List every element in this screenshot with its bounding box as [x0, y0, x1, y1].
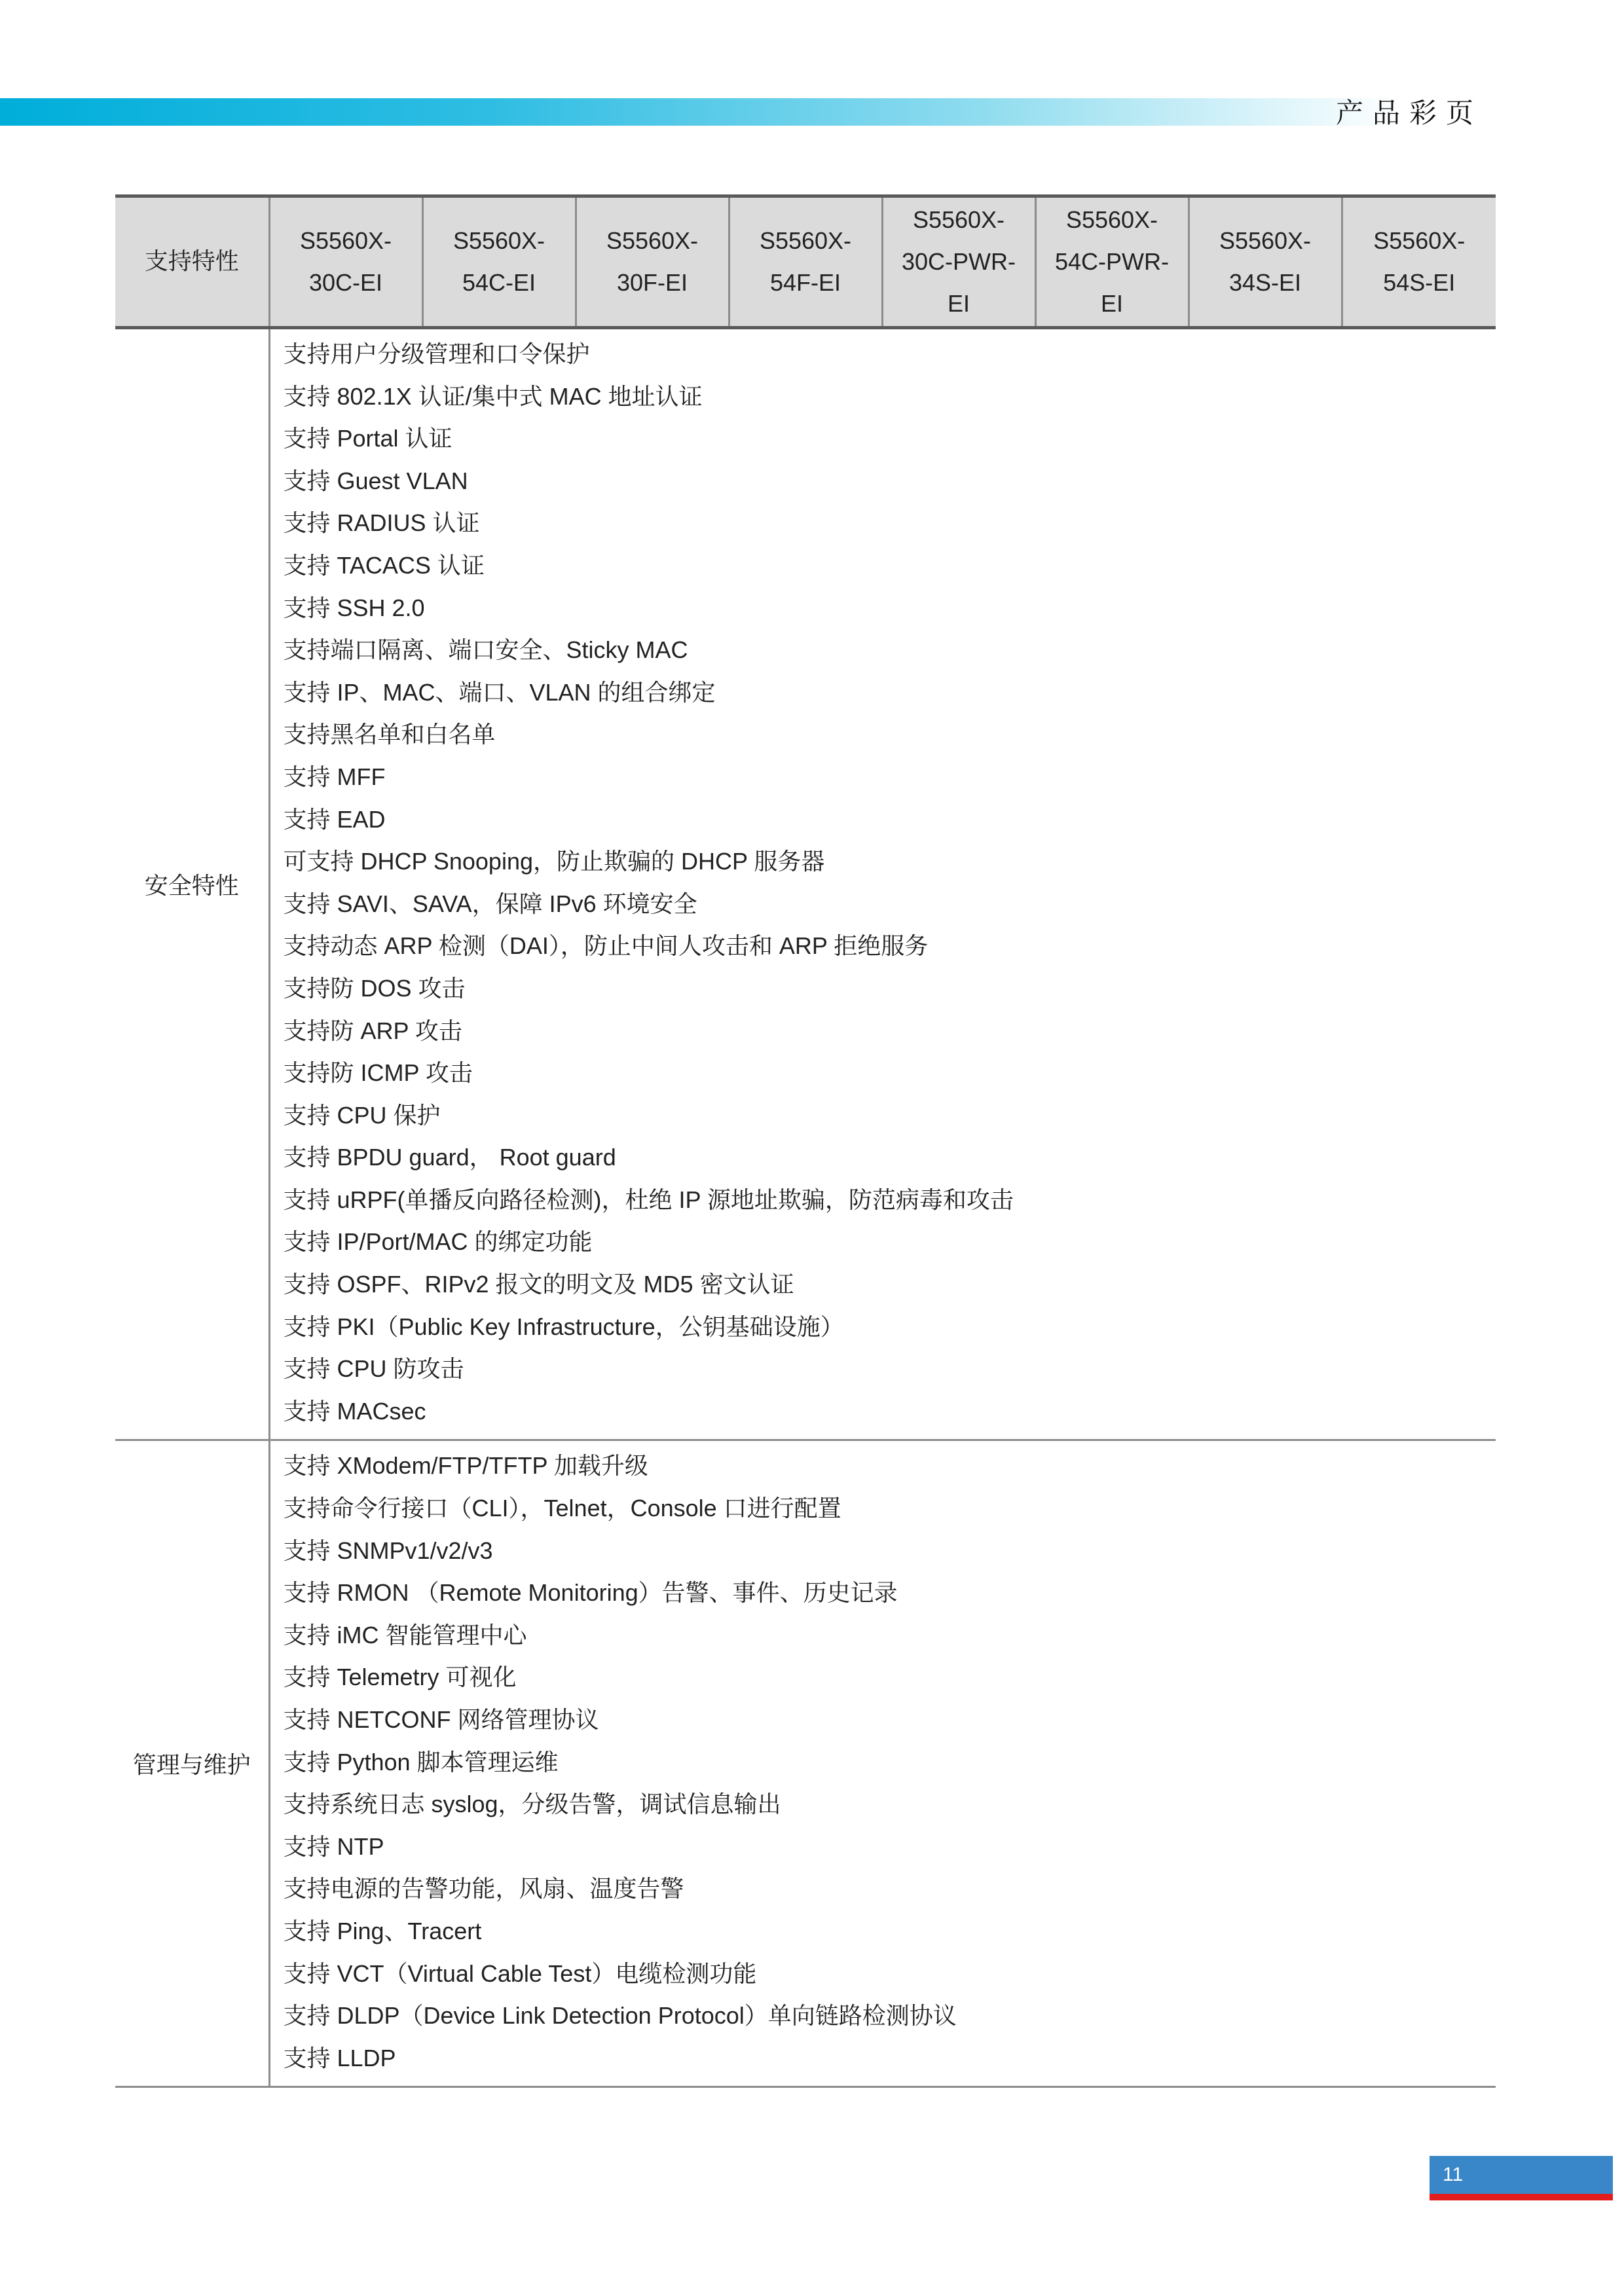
group-label-management: 管理与维护	[115, 1440, 269, 2087]
feature-item: 支持 DLDP（Device Link Detection Protocol）单向链路检测协议	[283, 2002, 957, 2030]
feature-item: 支持 Python 脚本管理运维	[283, 1748, 559, 1776]
feature-item: 可支持 DHCP Snooping，防止欺骗的 DHCP 服务器	[283, 848, 825, 875]
group-label-security: 安全特性	[115, 328, 269, 1440]
feature-item: 支持防 ICMP 攻击	[283, 1059, 473, 1087]
feature-item: 支持 SNMPv1/v2/v3	[283, 1537, 493, 1564]
column-header-model: S5560X- 54S-EI	[1342, 196, 1496, 328]
feature-item: 支持 LLDP	[283, 2044, 396, 2071]
column-header-model: S5560X- 54F-EI	[729, 196, 882, 328]
feature-item: 支持 Guest VLAN	[283, 467, 468, 494]
feature-item: 支持 SSH 2.0	[283, 594, 425, 621]
feature-item: 支持 IP/Port/MAC 的绑定功能	[283, 1228, 593, 1256]
feature-item: 支持 VCT（Virtual Cable Test）电缆检测功能	[283, 1959, 757, 1987]
column-header-model: S5560X- 54C-EI	[422, 196, 576, 328]
feature-item: 支持 CPU 保护	[283, 1101, 441, 1129]
feature-item: 支持 SAVI、SAVA，保障 IPv6 环境安全	[283, 890, 697, 917]
feature-item: 支持 EAD	[283, 805, 386, 833]
table-row-security	[115, 328, 1496, 1440]
column-header-feature: 支持特性	[115, 196, 269, 328]
feature-item: 支持防 DOS 攻击	[283, 974, 466, 1002]
feature-item: 支持 NETCONF 网络管理协议	[283, 1706, 599, 1733]
feature-item: 支持 TACACS 认证	[283, 551, 485, 579]
column-header-model: S5560X- 30C-PWR- EI	[882, 196, 1035, 328]
feature-item: 支持 RADIUS 认证	[283, 509, 480, 537]
column-header-model: S5560X- 54C-PWR- EI	[1035, 196, 1189, 328]
feature-item: 支持电源的告警功能，风扇、温度告警	[283, 1875, 684, 1903]
feature-item: 支持 Portal 认证	[283, 425, 452, 452]
page-number-band	[1430, 2156, 1613, 2200]
feature-item: 支持 802.1X 认证/集中式 MAC 地址认证	[283, 382, 703, 410]
header-color-band	[0, 98, 1401, 126]
feature-item: 支持 uRPF(单播反向路径检测)，杜绝 IP 源地址欺骗，防范病毒和攻击	[283, 1186, 1014, 1213]
feature-item: 支持 Telemetry 可视化	[283, 1664, 517, 1691]
feature-item: 支持 MACsec	[283, 1397, 426, 1425]
feature-item: 支持 XModem/FTP/TFTP 加载升级	[283, 1452, 648, 1480]
feature-item: 支持动态 ARP 检测（DAI），防止中间人攻击和 ARP 拒绝服务	[283, 932, 929, 960]
table-row-management	[115, 1440, 1496, 2087]
feature-item: 支持系统日志 syslog，分级告警，调试信息输出	[283, 1791, 781, 1818]
brand-title: 产品彩页	[1336, 97, 1483, 129]
feature-item: 支持 MFF	[283, 763, 386, 790]
feature-item: 支持端口隔离、端口安全、Sticky MAC	[283, 636, 688, 664]
feature-item: 支持 BPDU guard， Root guard	[283, 1144, 616, 1171]
feature-item: 支持 NTP	[283, 1832, 384, 1860]
column-header-model: S5560X- 30C-EI	[269, 196, 422, 328]
feature-item: 支持 OSPF、RIPv2 报文的明文及 MD5 密文认证	[283, 1271, 794, 1298]
feature-list-security	[269, 328, 1496, 1440]
feature-item: 支持 iMC 智能管理中心	[283, 1621, 527, 1649]
feature-item: 支持防 ARP 攻击	[283, 1017, 462, 1044]
feature-item: 支持用户分级管理和口令保护	[283, 340, 590, 367]
feature-item: 支持 Ping、Tracert	[283, 1917, 482, 1944]
table-header-row	[115, 196, 1496, 328]
feature-item: 支持 PKI（Public Key Infrastructure，公钥基础设施）	[283, 1313, 844, 1340]
feature-list-management	[269, 1440, 1496, 2087]
feature-item: 支持命令行接口（CLI），Telnet，Console 口进行配置	[283, 1495, 841, 1522]
column-header-model: S5560X- 30F-EI	[576, 196, 729, 328]
spec-table	[115, 194, 1496, 2088]
feature-item: 支持 RMON （Remote Monitoring）告警、事件、历史记录	[283, 1579, 898, 1607]
column-header-model: S5560X- 34S-EI	[1189, 196, 1342, 328]
page-number: 11	[1443, 2164, 1464, 2185]
feature-item: 支持 CPU 防攻击	[283, 1355, 464, 1383]
feature-item: 支持 IP、MAC、端口、VLAN 的组合绑定	[283, 678, 716, 706]
feature-item: 支持黑名单和白名单	[283, 721, 496, 748]
